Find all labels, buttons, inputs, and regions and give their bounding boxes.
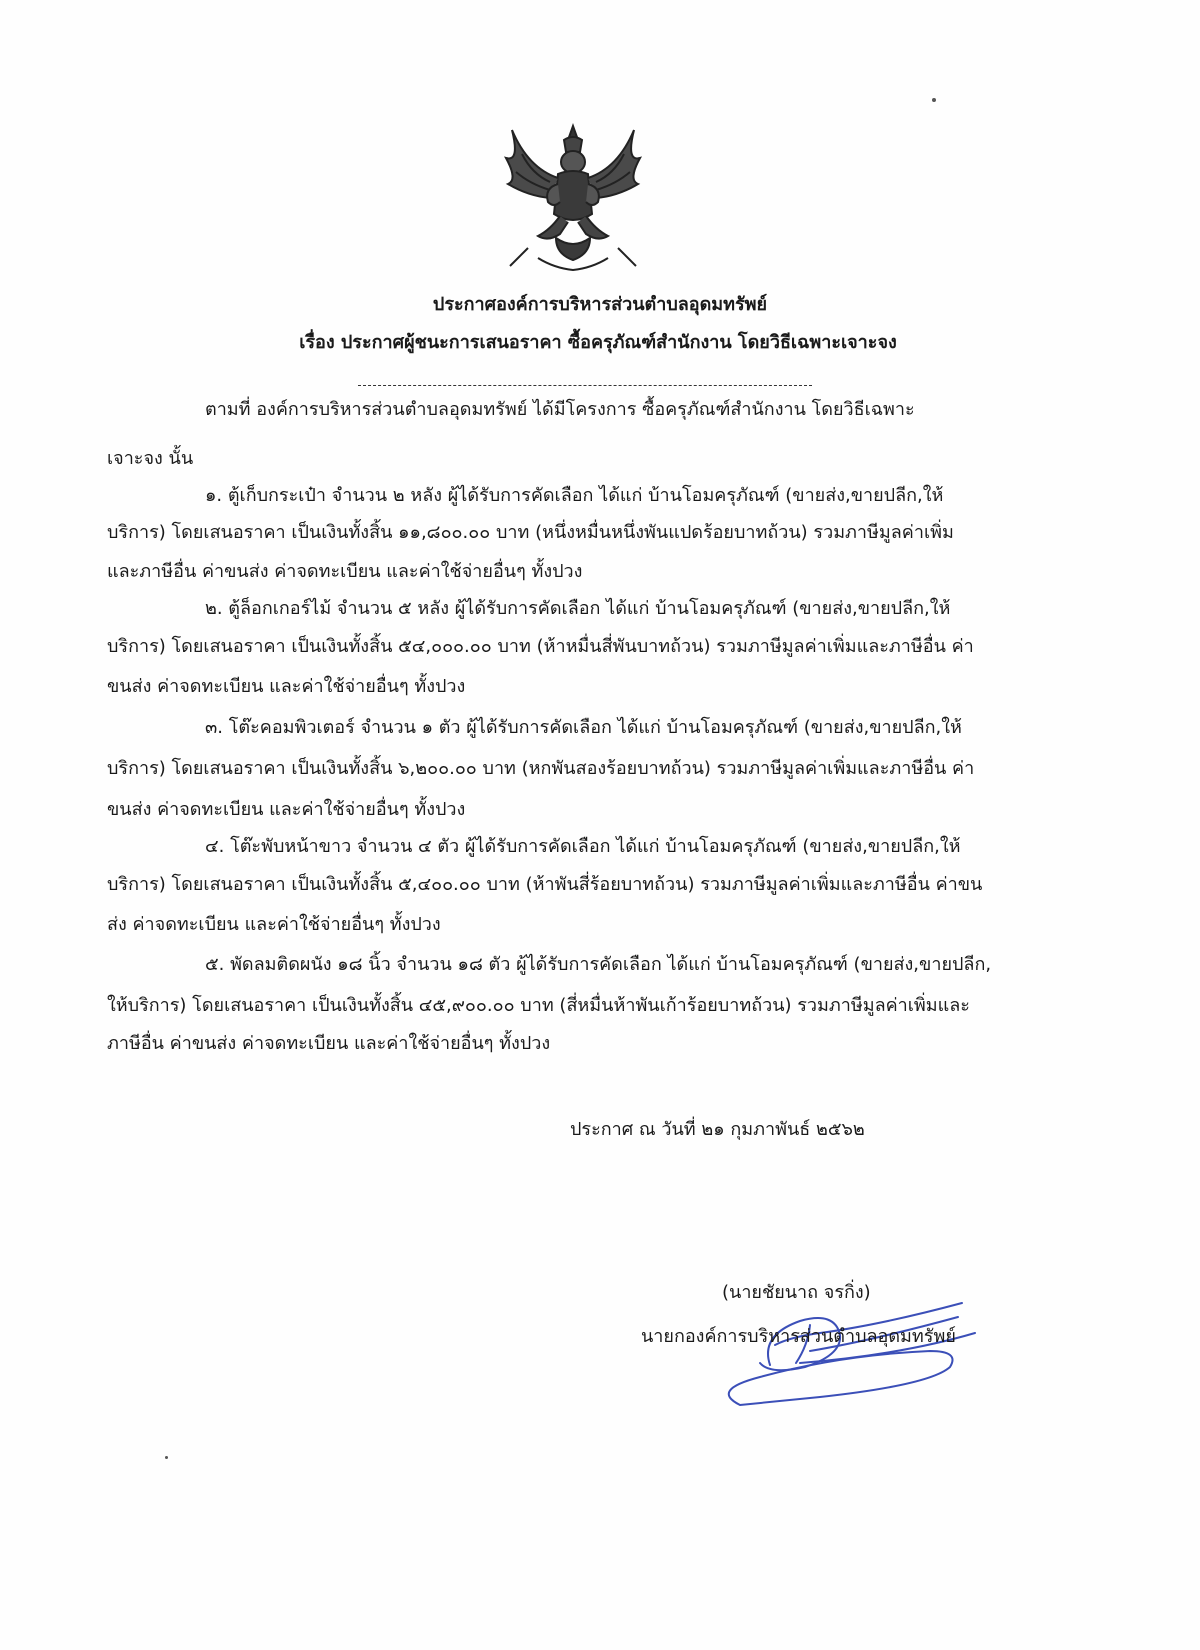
item-5-line-2: ให้บริการ) โดยเสนอราคา เป็นเงินทั้งสิ้น ๔๕,๙๐๐.๐๐ บาท (สี่หมื่นห้าพันเก้าร้อยบาทถ้วน) รวมภาษีมูลค่าเพิ่มและ <box>107 995 970 1016</box>
item-4-line-2: บริการ) โดยเสนอราคา เป็นเงินทั้งสิ้น ๕,๔๐๐.๐๐ บาท (ห้าพันสี่ร้อยบาทถ้วน) รวมภาษีมูลค่าเพิ่มและภาษีอื่น ค่าขน <box>107 874 983 895</box>
garuda-emblem-icon <box>498 118 648 278</box>
item-1-line-3: และภาษีอื่น ค่าขนส่ง ค่าจดทะเบียน และค่าใช้จ่ายอื่นๆ ทั้งปวง <box>107 561 583 582</box>
item-4-line-3: ส่ง ค่าจดทะเบียน และค่าใช้จ่ายอื่นๆ ทั้งปวง <box>107 914 441 935</box>
item-4-line-1: ๔. โต๊ะพับหน้าขาว จำนวน ๔ ตัว ผู้ได้รับการคัดเลือก ได้แก่ บ้านโอมครุภัณฑ์ (ขายส่ง,ขายปลีก,ให้ <box>205 836 961 857</box>
item-2-line-3: ขนส่ง ค่าจดทะเบียน และค่าใช้จ่ายอื่นๆ ทั้งปวง <box>107 676 466 697</box>
announcement-title: ประกาศองค์การบริหารส่วนตำบลอุดมทรัพย์ <box>432 294 768 315</box>
header-divider <box>358 385 812 386</box>
item-1-line-1: ๑. ตู้เก็บกระเป๋า จำนวน ๒ หลัง ผู้ได้รับการคัดเลือก ได้แก่ บ้านโอมครุภัณฑ์ (ขายส่ง,ขายปลีก,ให้ <box>205 485 944 506</box>
item-3-line-1: ๓. โต๊ะคอมพิวเตอร์ จำนวน ๑ ตัว ผู้ได้รับการคัดเลือก ได้แก่ บ้านโอมครุภัณฑ์ (ขายส่ง,ขายปลีก,ให้ <box>205 717 962 738</box>
item-5-line-1: ๕. พัดลมติดผนัง ๑๘ นิ้ว จำนวน ๑๘ ตัว ผู้ได้รับการคัดเลือก ได้แก่ บ้านโอมครุภัณฑ์ (ขายส่ง,ขายปลีก, <box>205 954 992 975</box>
item-2-line-1: ๒. ตู้ล็อกเกอร์ไม้ จำนวน ๕ หลัง ผู้ได้รับการคัดเลือก ได้แก่ บ้านโอมครุภัณฑ์ (ขายส่ง,ขายปลีก,ให้ <box>205 598 951 619</box>
item-3-line-2: บริการ) โดยเสนอราคา เป็นเงินทั้งสิ้น ๖,๒๐๐.๐๐ บาท (หกพันสองร้อยบาทถ้วน) รวมภาษีมูลค่าเพิ่มและภาษีอื่น ค่า <box>107 758 975 779</box>
item-5-line-3: ภาษีอื่น ค่าขนส่ง ค่าจดทะเบียน และค่าใช้จ่ายอื่นๆ ทั้งปวง <box>107 1033 551 1054</box>
intro-line-2: เจาะจง นั้น <box>107 448 194 469</box>
intro-line-1: ตามที่ องค์การบริหารส่วนตำบลอุดมทรัพย์ ได้มีโครงการ ซื้อครุภัณฑ์สำนักงาน โดยวิธีเฉพาะ <box>205 399 915 420</box>
announcement-date: ประกาศ ณ วันที่ ๒๑ กุมภาพันธ์ ๒๕๖๒ <box>570 1119 865 1140</box>
scan-speck <box>165 1456 168 1459</box>
item-2-line-2: บริการ) โดยเสนอราคา เป็นเงินทั้งสิ้น ๕๔,๐๐๐.๐๐ บาท (ห้าหมื่นสี่พันบาทถ้วน) รวมภาษีมูลค่าเพิ่มและภาษีอื่น ค่า <box>107 636 974 657</box>
item-1-line-2: บริการ) โดยเสนอราคา เป็นเงินทั้งสิ้น ๑๑,๘๐๐.๐๐ บาท (หนึ่งหมื่นหนึ่งพันแปดร้อยบาทถ้วน) รวมภาษีมูลค่าเพิ่ม <box>107 522 954 543</box>
scan-speck <box>932 98 936 102</box>
announcement-subject: เรื่อง ประกาศผู้ชนะการเสนอราคา ซื้อครุภัณฑ์สำนักงาน โดยวิธีเฉพาะเจาะจง <box>299 332 897 353</box>
signer-position: นายกองค์การบริหารส่วนตำบลอุดมทรัพย์ <box>641 1326 956 1347</box>
item-3-line-3: ขนส่ง ค่าจดทะเบียน และค่าใช้จ่ายอื่นๆ ทั้งปวง <box>107 799 466 820</box>
signer-name: (นายชัยนาถ จรกิ่ง) <box>722 1282 871 1303</box>
